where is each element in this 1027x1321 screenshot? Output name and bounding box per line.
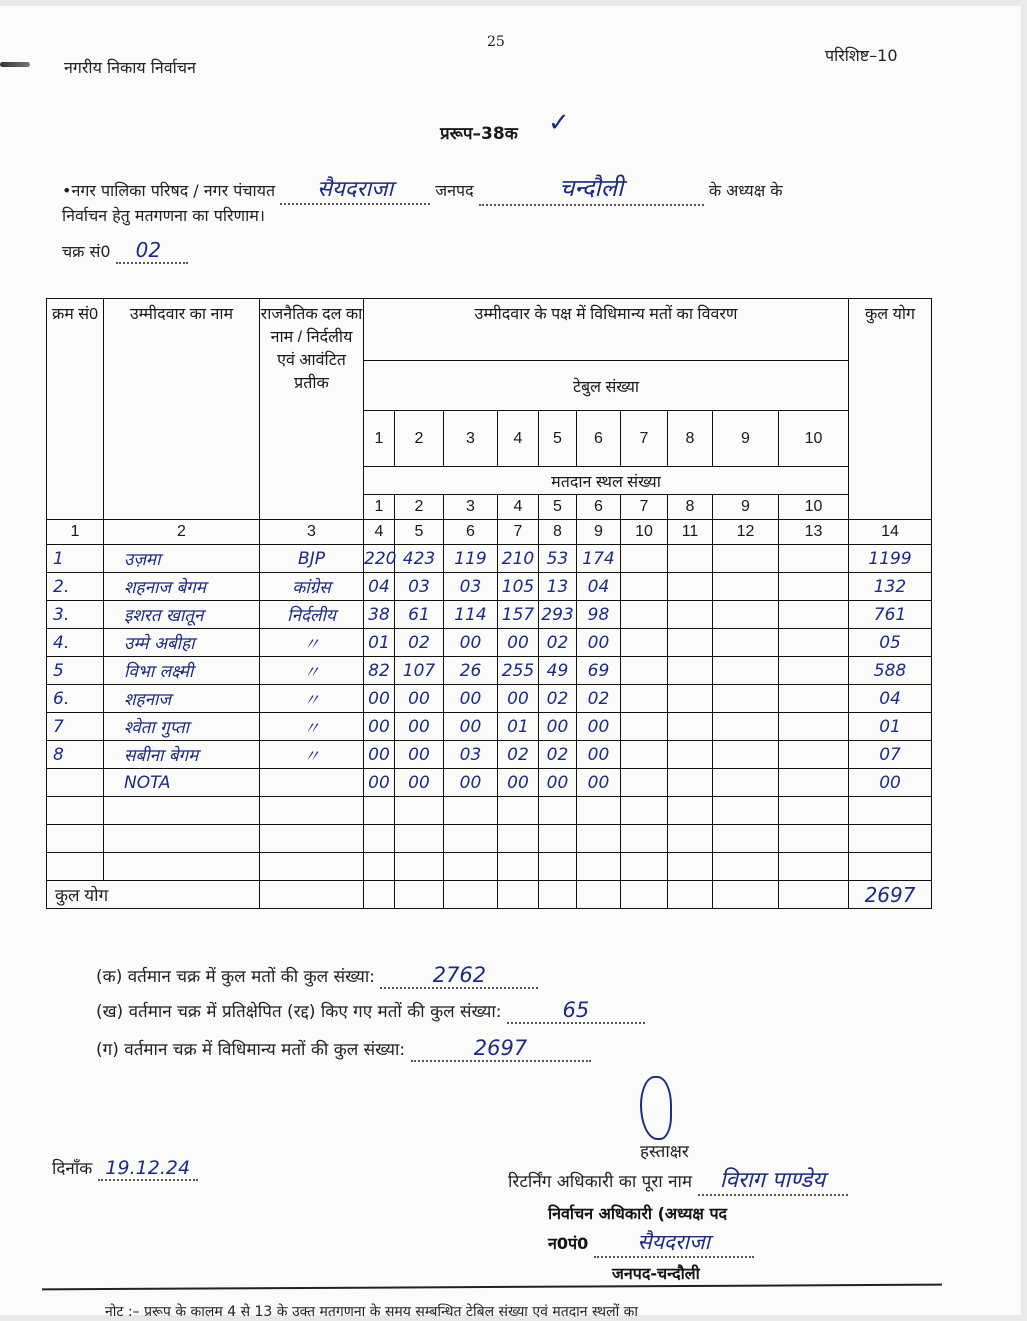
vote-cell: [668, 601, 713, 629]
row-total-cell: 00: [849, 769, 932, 797]
round-value: 02: [135, 238, 162, 262]
party-cell: BJP: [260, 545, 364, 573]
vote-cell: 00: [577, 629, 621, 657]
vote-cell: 00: [364, 769, 395, 797]
row-total-cell: 04: [849, 685, 932, 713]
booth-no-cell: 9: [713, 495, 779, 520]
footer-note: नोट :– प्ररूप के कालम 4 से 13 के उक्त मतगणना के समय सम्बन्धित टेबिल संख्या एवं मतदान स्थलों का: [105, 1304, 639, 1320]
vote-cell: 61: [395, 601, 444, 629]
vote-cell: [713, 713, 779, 741]
vote-cell: [621, 825, 668, 853]
header-party: राजनैतिक दल का नाम / निर्दलीय एवं आवंटित प्रतीक: [260, 299, 364, 520]
vote-cell: [498, 825, 539, 853]
vote-cell: 49: [539, 657, 577, 685]
vote-cell: [444, 853, 498, 881]
total-cell: [498, 881, 539, 909]
row-total-cell: 132: [849, 573, 932, 601]
page-number: 25: [487, 34, 505, 50]
total-cell: [621, 881, 668, 909]
vote-cell: 82: [364, 657, 395, 685]
intro-prefix: •नगर पालिका परिषद / नगर पंचायत: [62, 181, 276, 200]
total-cell: [539, 881, 577, 909]
intro-line-2: निर्वाचन हेतु मतगणना का परिणाम।: [62, 206, 265, 225]
party-cell: [260, 853, 364, 881]
header-left-title: नगरीय निकाय निर्वाचन: [64, 58, 196, 77]
vote-cell: [779, 545, 849, 573]
stamp-field: [594, 1228, 754, 1258]
candidate-name-cell: श्वेता गुप्ता: [104, 713, 260, 741]
candidate-name-cell: उज़मा: [104, 545, 260, 573]
vote-cell: [498, 797, 539, 825]
total-cell: [364, 881, 395, 909]
party-cell: 〃: [260, 685, 364, 713]
row-total-cell: [849, 825, 932, 853]
booth-no-cell: 1: [364, 495, 395, 520]
table-no-cell: 3: [444, 411, 498, 467]
vote-cell: 02: [395, 629, 444, 657]
vote-cell: [395, 797, 444, 825]
booth-no-cell: 5: [539, 495, 577, 520]
vote-cell: [395, 853, 444, 881]
table-no-cell: 10: [779, 411, 849, 467]
table-row: [47, 685, 932, 713]
vote-cell: [621, 685, 668, 713]
header-serial: क्रम सं0: [47, 299, 104, 520]
column-number-row: [47, 520, 932, 545]
table-row: [47, 713, 932, 741]
summary-rejected-votes: [96, 998, 645, 1024]
summary-kh-field[interactable]: [507, 998, 645, 1024]
vote-cell: [779, 769, 849, 797]
table-no-cell: 6: [577, 411, 621, 467]
vote-cell: 02: [539, 629, 577, 657]
row-total-cell: 761: [849, 601, 932, 629]
vote-cell: 69: [577, 657, 621, 685]
vote-cell: 53: [539, 545, 577, 573]
vote-cell: 00: [395, 769, 444, 797]
vote-cell: 04: [364, 573, 395, 601]
table-row: [47, 741, 932, 769]
serial-cell: [47, 797, 104, 825]
vote-cell: 210: [498, 545, 539, 573]
column-number: 5: [395, 520, 444, 545]
booth-no-cell: 6: [577, 495, 621, 520]
row-total-cell: 05: [849, 629, 932, 657]
table-row: [47, 769, 932, 797]
candidate-name-cell: इशरत खातून: [104, 601, 260, 629]
vote-cell: [713, 741, 779, 769]
vote-cell: 00: [364, 741, 395, 769]
vote-cell: [668, 629, 713, 657]
vote-cell: [668, 825, 713, 853]
vote-cell: 01: [498, 713, 539, 741]
serial-cell: 7: [47, 713, 104, 741]
table-row: [47, 853, 932, 881]
form-page: [0, 6, 1021, 1320]
vote-cell: 105: [498, 573, 539, 601]
vote-cell: 38: [364, 601, 395, 629]
party-cell: 〃: [260, 657, 364, 685]
summary-k-field[interactable]: [380, 963, 538, 989]
vote-cell: 01: [364, 629, 395, 657]
vote-cell: [577, 853, 621, 881]
column-number: 6: [444, 520, 498, 545]
vote-cell: [498, 853, 539, 881]
party-cell: 〃: [260, 629, 364, 657]
vote-cell: [668, 769, 713, 797]
serial-cell: 5: [47, 657, 104, 685]
table-no-cell: 8: [668, 411, 713, 467]
booth-no-cell: 7: [621, 495, 668, 520]
candidate-name-cell: NOTA: [104, 769, 260, 797]
date-value: 19.12.24: [105, 1157, 191, 1179]
table-row: [47, 629, 932, 657]
table-no-cell: 7: [621, 411, 668, 467]
serial-cell: 3.: [47, 601, 104, 629]
vote-cell: 00: [444, 769, 498, 797]
vote-cell: [621, 657, 668, 685]
candidate-name-cell: उम्मे अबीहा: [104, 629, 260, 657]
table-no-cell: 2: [395, 411, 444, 467]
vote-cell: 220: [364, 545, 395, 573]
total-cell: [395, 881, 444, 909]
vote-cell: 293: [539, 601, 577, 629]
serial-cell: 4.: [47, 629, 104, 657]
vote-cell: 00: [498, 629, 539, 657]
vote-cell: [395, 825, 444, 853]
vote-cell: [621, 545, 668, 573]
vote-cell: [779, 797, 849, 825]
candidate-name-cell: [104, 797, 260, 825]
signature-scribble: [640, 1076, 672, 1140]
ro-value: विराग पाण्डेय: [719, 1168, 826, 1193]
grand-total-value: 2697: [849, 881, 932, 909]
column-number: 1: [47, 520, 104, 545]
row-total-cell: 01: [849, 713, 932, 741]
vote-cell: [779, 741, 849, 769]
vote-count-table: [46, 298, 932, 909]
party-cell: कांग्रेस: [260, 573, 364, 601]
vote-cell: [779, 573, 849, 601]
vote-cell: [539, 797, 577, 825]
table-row: [47, 825, 932, 853]
column-number: 9: [577, 520, 621, 545]
column-number: 8: [539, 520, 577, 545]
booth-no-cell: 8: [668, 495, 713, 520]
vote-cell: 255: [498, 657, 539, 685]
serial-cell: 6.: [47, 685, 104, 713]
vote-cell: [621, 713, 668, 741]
vote-cell: 423: [395, 545, 444, 573]
vote-cell: [577, 797, 621, 825]
vote-cell: [668, 713, 713, 741]
vote-cell: [779, 657, 849, 685]
vote-cell: 26: [444, 657, 498, 685]
summary-kh-label: (ख) वर्तमान चक्र में प्रतिक्षेपित (रद्द) किए गए मतों की कुल संख्या:: [96, 1002, 502, 1022]
vote-cell: [713, 657, 779, 685]
vote-cell: [668, 797, 713, 825]
vote-cell: 02: [539, 741, 577, 769]
vote-cell: 00: [539, 713, 577, 741]
candidate-name-cell: [104, 825, 260, 853]
vote-cell: 00: [364, 685, 395, 713]
summary-g-value: 2697: [473, 1036, 528, 1060]
row-total-cell: [849, 853, 932, 881]
vote-cell: [713, 825, 779, 853]
booth-no-cell: 3: [444, 495, 498, 520]
vote-cell: 13: [539, 573, 577, 601]
vote-cell: [779, 685, 849, 713]
header-details: उम्मीदवार के पक्ष में विधिमान्य मतों का विवरण: [364, 299, 849, 361]
scan-mark: [0, 62, 30, 67]
date-field[interactable]: [98, 1157, 198, 1181]
vote-cell: 174: [577, 545, 621, 573]
serial-cell: [47, 825, 104, 853]
row-total-cell: 1199: [849, 545, 932, 573]
vote-cell: 00: [444, 629, 498, 657]
column-number: 11: [668, 520, 713, 545]
column-number: 4: [364, 520, 395, 545]
party-cell: [260, 769, 364, 797]
janpad-field[interactable]: [479, 171, 704, 206]
party-cell: 〃: [260, 713, 364, 741]
vote-cell: [668, 657, 713, 685]
header-grand-total: कुल योग: [849, 299, 932, 520]
vote-cell: 00: [395, 713, 444, 741]
vote-cell: [713, 685, 779, 713]
vote-cell: 03: [444, 573, 498, 601]
round-label: चक्र सं0: [62, 242, 111, 261]
vote-cell: 00: [498, 685, 539, 713]
booth-no-cell: 2: [395, 495, 444, 520]
footer-divider: [42, 1284, 942, 1291]
vote-cell: [364, 853, 395, 881]
booth-no-cell: 10: [779, 495, 849, 520]
vote-cell: 00: [395, 741, 444, 769]
date-label: दिनाँक: [52, 1159, 93, 1179]
row-total-cell: 588: [849, 657, 932, 685]
serial-cell: [47, 853, 104, 881]
stamp-line-2: [548, 1228, 754, 1258]
vote-cell: [779, 713, 849, 741]
column-number: 2: [104, 520, 260, 545]
table-row: [47, 657, 932, 685]
summary-g-label: (ग) वर्तमान चक्र में विधिमान्य मतों की कुल संख्या:: [96, 1040, 406, 1060]
booth-no-cell: 4: [498, 495, 539, 520]
vote-cell: [713, 853, 779, 881]
ro-field[interactable]: [698, 1164, 848, 1196]
appendix-label: परिशिष्ट–10: [825, 46, 898, 65]
vote-cell: [713, 629, 779, 657]
header-candidate: उम्मीदवार का नाम: [104, 299, 260, 520]
returning-officer-line: [508, 1164, 848, 1196]
vote-cell: 00: [539, 769, 577, 797]
ro-label: रिटर्निंग अधिकारी का पूरा नाम: [508, 1172, 693, 1192]
vote-cell: 02: [498, 741, 539, 769]
vote-cell: 00: [395, 685, 444, 713]
candidate-name-cell: शहनाज: [104, 685, 260, 713]
vote-cell: [621, 629, 668, 657]
stamp-prefix: न0पं0: [548, 1234, 589, 1253]
nagar-field[interactable]: [280, 173, 430, 205]
candidate-name-cell: सबीना बेगम: [104, 741, 260, 769]
vote-cell: [668, 853, 713, 881]
vote-cell: [779, 601, 849, 629]
round-line: [62, 238, 188, 264]
vote-cell: 00: [577, 713, 621, 741]
row-total-cell: 07: [849, 741, 932, 769]
vote-cell: [713, 573, 779, 601]
vote-cell: [713, 601, 779, 629]
column-number: 10: [621, 520, 668, 545]
vote-cell: 02: [577, 685, 621, 713]
summary-g-field[interactable]: [411, 1036, 591, 1062]
janpad-value: चन्दौली: [559, 174, 624, 202]
vote-cell: 00: [444, 685, 498, 713]
serial-cell: [47, 769, 104, 797]
vote-cell: 03: [395, 573, 444, 601]
table-no-cell: 5: [539, 411, 577, 467]
total-cell: [260, 881, 364, 909]
vote-cell: [621, 601, 668, 629]
party-cell: 〃: [260, 741, 364, 769]
vote-cell: 02: [539, 685, 577, 713]
signature-label: हस्ताक्षर: [640, 1142, 689, 1162]
vote-cell: [444, 825, 498, 853]
vote-cell: 00: [364, 713, 395, 741]
summary-k-value: 2762: [432, 963, 487, 987]
vote-cell: [713, 545, 779, 573]
party-cell: [260, 797, 364, 825]
column-number: 14: [849, 520, 932, 545]
total-label: कुल योग: [47, 881, 260, 909]
vote-cell: 00: [577, 769, 621, 797]
vote-cell: 157: [498, 601, 539, 629]
stamp-value: सैयदराजा: [637, 1230, 711, 1254]
vote-cell: [539, 825, 577, 853]
table-no-cell: 9: [713, 411, 779, 467]
column-number: 12: [713, 520, 779, 545]
vote-cell: [668, 685, 713, 713]
vote-cell: [668, 573, 713, 601]
vote-cell: [621, 573, 668, 601]
row-total-cell: [849, 797, 932, 825]
vote-cell: 00: [498, 769, 539, 797]
column-number: 7: [498, 520, 539, 545]
vote-cell: [444, 797, 498, 825]
vote-cell: [577, 825, 621, 853]
candidate-name-cell: शहनाज बेगम: [104, 573, 260, 601]
intro-suffix: के अध्यक्ष के: [708, 181, 783, 200]
vote-cell: [364, 825, 395, 853]
vote-cell: 119: [444, 545, 498, 573]
vote-cell: [668, 545, 713, 573]
table-row: [47, 797, 932, 825]
column-number: 3: [260, 520, 364, 545]
vote-cell: [779, 853, 849, 881]
header-table-no: टेबुल संख्या: [364, 361, 849, 411]
table-row: [47, 573, 932, 601]
vote-cell: [364, 797, 395, 825]
vote-cell: 04: [577, 573, 621, 601]
serial-cell: 1: [47, 545, 104, 573]
party-cell: [260, 825, 364, 853]
total-cell: [577, 881, 621, 909]
total-cell: [668, 881, 713, 909]
stamp-line-1: निर्वाचन अधिकारी (अध्यक्ष पद: [548, 1204, 728, 1223]
vote-cell: 03: [444, 741, 498, 769]
candidate-name-cell: [104, 853, 260, 881]
intro-line: [62, 171, 932, 206]
header-booth-no: मतदान स्थल संख्या: [364, 467, 849, 495]
vote-cell: [621, 741, 668, 769]
vote-cell: [779, 629, 849, 657]
total-cell: [444, 881, 498, 909]
janpad-label: जनपद: [435, 181, 474, 200]
vote-cell: 114: [444, 601, 498, 629]
vote-cell: [621, 769, 668, 797]
vote-cell: [713, 769, 779, 797]
vote-cell: 98: [577, 601, 621, 629]
serial-cell: 8: [47, 741, 104, 769]
candidate-name-cell: विभा लक्ष्मी: [104, 657, 260, 685]
summary-k-label: (क) वर्तमान चक्र में कुल मतों की कुल संख्या:: [96, 967, 376, 987]
stamp-line-3: जनपद-चन्दौली: [612, 1264, 700, 1283]
date-line: [52, 1156, 198, 1181]
nagar-value: सैयदराजा: [317, 177, 394, 202]
vote-cell: [621, 797, 668, 825]
vote-cell: 107: [395, 657, 444, 685]
column-number: 13: [779, 520, 849, 545]
table-no-cell: 1: [364, 411, 395, 467]
vote-cell: [621, 853, 668, 881]
serial-cell: 2.: [47, 573, 104, 601]
form-title: प्ररूप–38क: [440, 124, 518, 144]
vote-cell: [539, 853, 577, 881]
vote-cell: [779, 825, 849, 853]
summary-valid-votes: [96, 1036, 591, 1062]
total-row: [47, 881, 932, 909]
table-no-cell: 4: [498, 411, 539, 467]
summary-total-votes: [96, 963, 538, 989]
total-cell: [713, 881, 779, 909]
vote-cell: 00: [444, 713, 498, 741]
check-mark-icon: ✓: [548, 108, 570, 138]
vote-cell: [668, 741, 713, 769]
table-row: [47, 601, 932, 629]
total-cell: [779, 881, 849, 909]
party-cell: निर्दलीय: [260, 601, 364, 629]
vote-cell: 00: [577, 741, 621, 769]
summary-kh-value: 65: [562, 998, 590, 1022]
vote-cell: [713, 797, 779, 825]
table-row: [47, 545, 932, 573]
round-field[interactable]: [116, 238, 188, 264]
